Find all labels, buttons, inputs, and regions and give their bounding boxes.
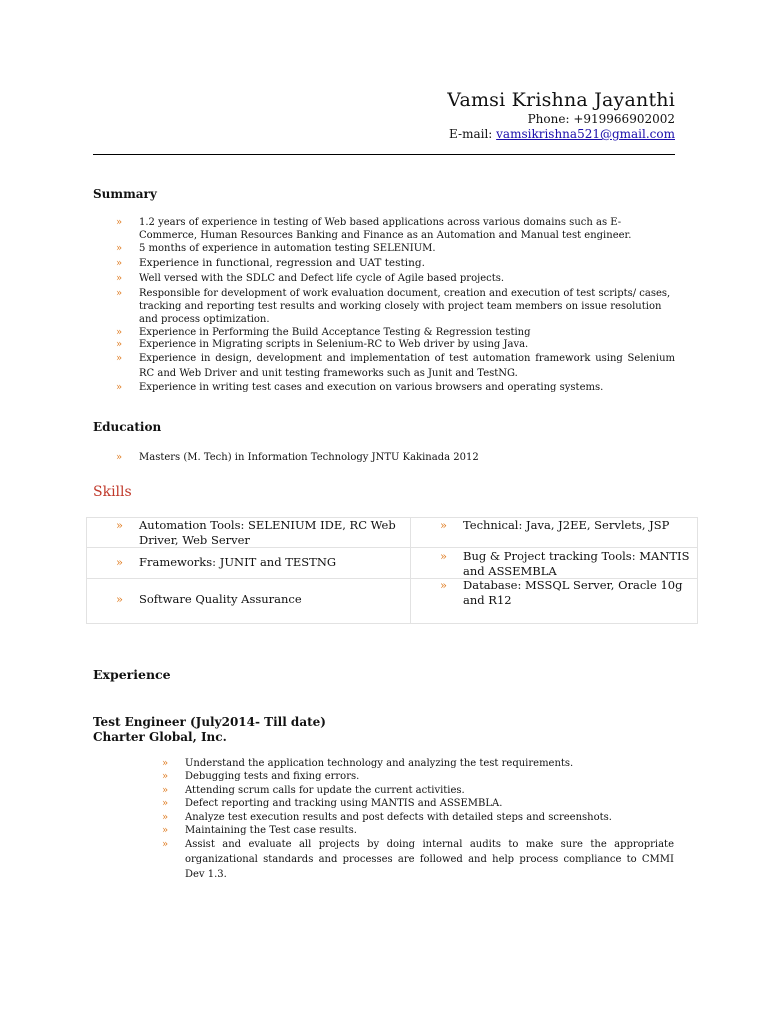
- job-duty-text: Maintaining the Test case results.: [185, 825, 357, 837]
- bullet-icon: »: [116, 288, 123, 300]
- row-divider: [410, 547, 697, 548]
- summary-item-text: Experience in Performing the Build Acceptance Testing & Regression testing: [139, 326, 531, 338]
- bullet-icon: »: [116, 592, 124, 606]
- job-duties-list: [140, 757, 674, 882]
- bullet-icon: »: [116, 555, 124, 569]
- skills-heading: Skills: [93, 484, 132, 500]
- education-list: [93, 452, 675, 465]
- job-duty: [140, 797, 674, 810]
- bullet-icon: »: [116, 518, 124, 532]
- skill-text: Database: MSSQL Server, Oracle 10g and R12: [463, 578, 683, 607]
- job-duty-text: Analyze test execution results and post defects with detailed steps and screenshots.: [185, 811, 612, 823]
- job-duty-text: Assist and evaluate all projects by doing internal audits to make sure the appropriate organizational standards and processes are followed and help process compliance to CMMI Dev 1.3.: [185, 839, 674, 881]
- summary-item-text: Experience in writing test cases and execution on various browsers and operating systems.: [139, 382, 604, 394]
- summary-item-text: Responsible for development of work evaluation document, creation and execution of test scripts/ cases, tracking and reporting test results and working closely with project team members on issue resolution and process optimization.: [139, 288, 671, 325]
- row-divider: [87, 578, 410, 579]
- experience-heading: Experience: [93, 667, 171, 682]
- bullet-icon: »: [116, 452, 123, 463]
- summary-heading: Summary: [93, 187, 157, 201]
- summary-item: [93, 352, 675, 381]
- summary-item: [93, 339, 675, 352]
- summary-item: [93, 243, 675, 256]
- summary-item: [93, 273, 675, 286]
- bullet-icon: »: [116, 326, 123, 338]
- summary-item-text: 1.2 years of experience in testing of Web based applications across various domains such as E-Commerce, Human Resources Banking and Finance as an Automation and Manual test engineer.: [139, 217, 632, 241]
- email-link[interactable]: vamsikrishna521@gmail.com: [496, 127, 675, 141]
- bullet-icon: »: [440, 518, 448, 532]
- bullet-icon: »: [162, 839, 169, 851]
- bullet-icon: »: [162, 784, 169, 796]
- skill-text: Software Quality Assurance: [139, 592, 302, 606]
- bullet-icon: »: [116, 273, 123, 285]
- job-duty: [140, 784, 674, 797]
- skill-cell: [116, 518, 401, 547]
- skill-text: Bug & Project tracking Tools: MANTIS and ASSEMBLA: [463, 549, 690, 578]
- skill-cell: [116, 592, 401, 607]
- phone-line: Phone: +919966902002: [527, 112, 675, 126]
- summary-item: [93, 288, 675, 326]
- education-heading: Education: [93, 420, 162, 434]
- summary-item-text: Experience in Migrating scripts in Selenium-RC to Web driver by using Java.: [139, 339, 529, 351]
- job-duty-text: Understand the application technology and analyzing the test requirements.: [185, 758, 574, 769]
- header-divider: [93, 154, 675, 155]
- summary-item-text: Experience in design, development and implementation of test automation framework using Selenium RC and Web Driver and unit testing frameworks such as Junit and TestNG.: [139, 353, 675, 379]
- job-block: [93, 715, 326, 745]
- summary-list: [93, 217, 675, 395]
- education-item: [93, 452, 675, 465]
- job-duty: [140, 770, 674, 783]
- bullet-icon: »: [162, 758, 169, 769]
- bullet-icon: »: [116, 217, 123, 228]
- skill-cell: [440, 549, 691, 578]
- job-duty-text: Defect reporting and tracking using MANTIS and ASSEMBLA.: [185, 798, 503, 810]
- job-duty: [140, 757, 674, 770]
- summary-item: [93, 327, 675, 340]
- job-title: Test Engineer (July2014- Till date): [93, 715, 326, 729]
- resume-header: [447, 88, 675, 142]
- skill-cell: [440, 578, 691, 607]
- bullet-icon: »: [162, 825, 169, 837]
- bullet-icon: »: [440, 578, 448, 592]
- bullet-icon: »: [162, 811, 169, 823]
- summary-item: [93, 255, 675, 272]
- column-divider: [410, 518, 411, 623]
- job-duty: [140, 824, 674, 837]
- skills-table: [86, 517, 698, 624]
- summary-item-text: 5 months of experience in automation testing SELENIUM.: [139, 242, 436, 254]
- bullet-icon: »: [116, 339, 123, 351]
- skill-cell: [440, 518, 691, 533]
- education-item-text: Masters (M. Tech) in Information Technology JNTU Kakinada 2012: [139, 452, 479, 463]
- bullet-icon: »: [116, 258, 123, 270]
- skill-text: Frameworks: JUNIT and TESTNG: [139, 555, 337, 569]
- job-duty: [140, 811, 674, 824]
- bullet-icon: »: [162, 771, 169, 783]
- candidate-name: Vamsi Krishna Jayanthi: [447, 89, 675, 111]
- summary-item: [93, 217, 675, 243]
- skill-text: Automation Tools: SELENIUM IDE, RC Web Driver, Web Server: [139, 518, 396, 547]
- skill-text: Technical: Java, J2EE, Servlets, JSP: [463, 518, 670, 532]
- summary-item-text: Well versed with the SDLC and Defect life cycle of Agile based projects.: [139, 273, 505, 285]
- bullet-icon: »: [116, 382, 123, 394]
- job-duty-text: Debugging tests and fixing errors.: [185, 771, 360, 783]
- email-label: E-mail:: [449, 127, 497, 141]
- bullet-icon: »: [440, 549, 448, 563]
- bullet-icon: »: [116, 242, 123, 254]
- job-duty: [140, 837, 674, 882]
- skill-cell: [116, 555, 401, 570]
- bullet-icon: »: [116, 353, 123, 365]
- summary-item-text: Experience in functional, regression and UAT testing.: [139, 257, 425, 270]
- bullet-icon: »: [162, 798, 169, 810]
- company-name: Charter Global, Inc.: [93, 730, 227, 744]
- email-line: [447, 127, 675, 142]
- summary-item: [93, 382, 675, 395]
- row-divider: [87, 547, 410, 548]
- job-duty-text: Attending scrum calls for update the current activities.: [185, 784, 465, 796]
